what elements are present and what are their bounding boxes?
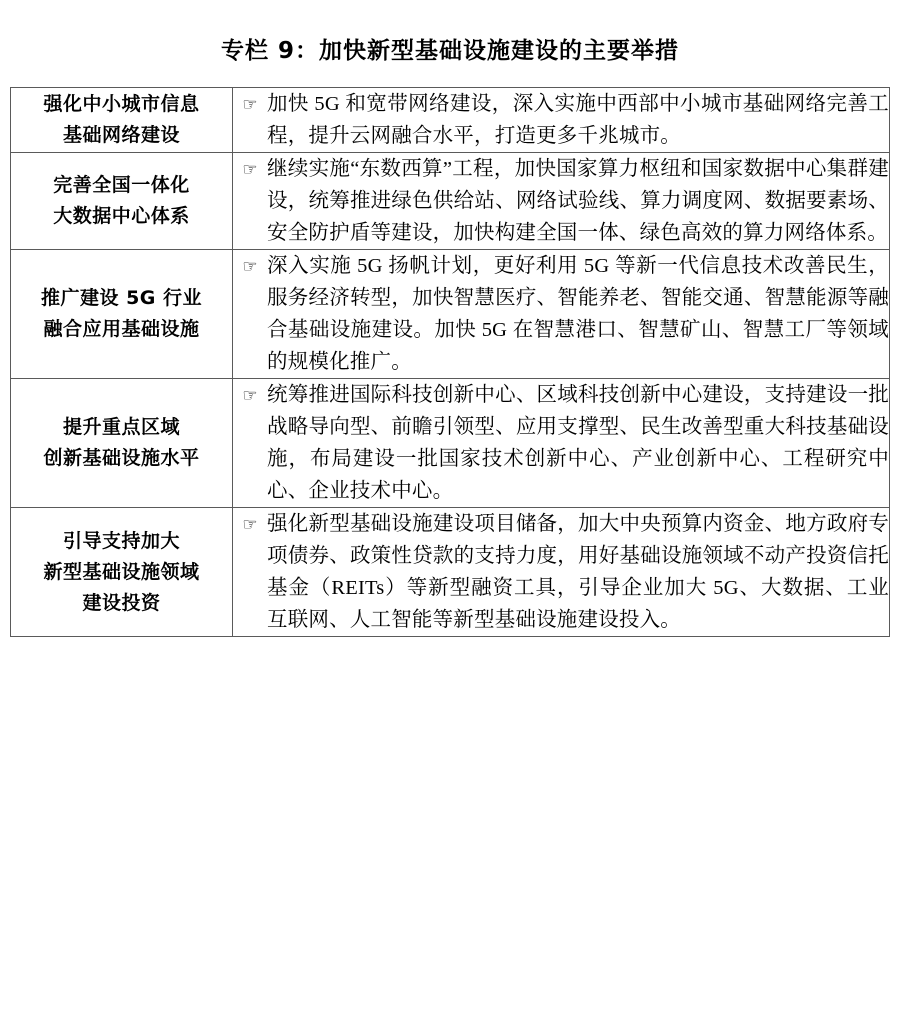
- hand-pointer-icon: ☞: [242, 95, 258, 114]
- hand-pointer-icon: ☞: [242, 257, 258, 276]
- category-line: 创新基础设施水平: [43, 447, 200, 469]
- hand-pointer-icon: ☞: [242, 515, 258, 534]
- measures-table: [10, 87, 890, 637]
- category-line: 提升重点区域: [62, 416, 180, 438]
- category-line: 引导支持加大: [62, 529, 180, 552]
- category-line: 融合应用基础设施: [43, 318, 200, 340]
- category-cell: [11, 88, 233, 153]
- measure-text: 强化新型基础设施建设项目储备，加大中央预算内资金、地方政府专项债券、政策性贷款的支持力度，用好基础设施领域不动产投资信托基金（REITs）等新型融资工具，引导企业加大 5G、大数据、工业互联网、人工智能等新型基础设施建设投入。: [267, 513, 889, 631]
- table-row: [11, 379, 890, 508]
- category-line: 完善全国一体化: [53, 174, 190, 196]
- table-row: [11, 88, 890, 153]
- category-cell: [11, 508, 233, 637]
- category-line: 建设投资: [82, 591, 161, 614]
- hand-pointer-icon: ☞: [242, 160, 258, 179]
- page-title: 专栏 9：加快新型基础设施建设的主要举措: [220, 38, 679, 64]
- table-row: [11, 250, 890, 379]
- measure-text: 深入实施 5G 扬帆计划，更好利用 5G 等新一代信息技术改善民生，服务经济转型，加快智慧医疗、智能养老、智能交通、智慧能源等融合基础设施建设。加快 5G 在智慧港口、智慧矿山、智慧工厂等领域的规模化推广。: [267, 255, 889, 373]
- table-row: [11, 508, 890, 637]
- measure-cell: [233, 508, 890, 637]
- category-line: 大数据中心体系: [53, 205, 190, 227]
- measure-text: 继续实施“东数西算”工程，加快国家算力枢纽和国家数据中心集群建设，统筹推进绿色供给站、网络试验线、算力调度网、数据要素场、安全防护盾等建设，加快构建全国一体、绿色高效的算力网络体系。: [267, 158, 889, 244]
- category-line: 新型基础设施领域: [43, 560, 200, 583]
- measure-cell: [233, 88, 890, 153]
- measure-cell: [233, 379, 890, 508]
- measure-cell: [233, 250, 890, 379]
- category-cell: [11, 153, 233, 250]
- category-line: 强化中小城市信息: [43, 93, 200, 115]
- measure-text: 统筹推进国际科技创新中心、区域科技创新中心建设，支持建设一批战略导向型、前瞻引领型、应用支撑型、民生改善型重大科技基础设施，布局建设一批国家技术创新中心、产业创新中心、工程研究中心、企业技术中心。: [267, 384, 889, 502]
- category-cell: [11, 379, 233, 508]
- hand-pointer-icon: ☞: [242, 386, 258, 405]
- category-cell: [11, 250, 233, 379]
- table-row: [11, 153, 890, 250]
- measure-text: 加快 5G 和宽带网络建设，深入实施中西部中小城市基础网络完善工程，提升云网融合水平，打造更多千兆城市。: [267, 93, 889, 147]
- category-line: 基础网络建设: [62, 124, 180, 146]
- measure-cell: [233, 153, 890, 250]
- category-line: 推广建设 5G 行业: [40, 287, 203, 309]
